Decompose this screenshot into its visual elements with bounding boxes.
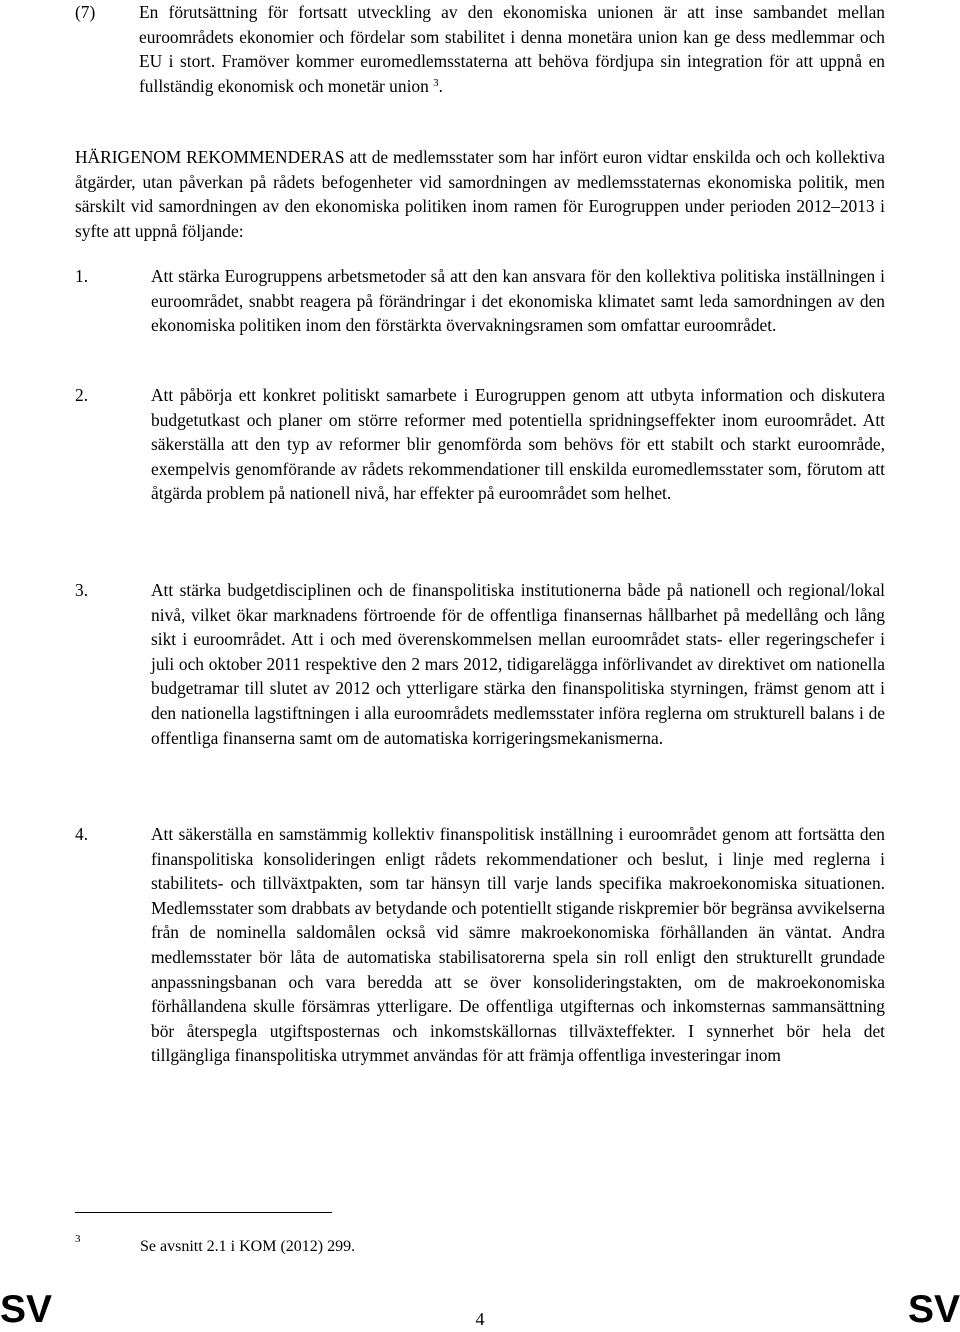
list-item-text: Att påbörja ett konkret politiskt samarbete i Eurogruppen genom att utbyta information och diskutera budgetutkast och planer om större reformer med potentiella spridningseffekter inom euroområdet. Att säkerställa att den typ av reformer blir genomförda som behövs för ett stabilt och starkt euroområde, exempelvis genomförande av rådets rekommendationer till enskilda euromedlemsstater som, förutom att åtgärda problem på nationell nivå, har effekter på euroområdet som helhet. <box>151 385 885 504</box>
footnote-text: Se avsnitt 2.1 i KOM (2012) 299. <box>140 1238 356 1255</box>
list-item-number: 1. <box>75 266 89 286</box>
recital-number: (7) <box>75 2 96 22</box>
page-number: 4 <box>475 1309 485 1329</box>
list-item-number: 3. <box>75 580 89 600</box>
list-item-text: Att stärka budgetdisciplinen och de finanspolitiska institutionerna både på nationell och regional/lokal nivå, vilket ökar marknadens förtroende för de offentliga finansernas hållbarhet på medellång och lång sikt i euroområdet. Att i och med överenskommelsen mellan euroområdet stats- eller regeringschefer i juli och oktober 2011 respektive den 2 mars 2012, tidigarelägga införlivandet av direktivet om nationella budgetramar till slutet av 2012 och ytterligare stärka den finanspolitiska styrningen, främst genom att i den nationella lagstiftningen i alla euroområdets medlemsstater införa reglerna om strukturell balans i de offentliga finanserna samt om de automatiska korrigeringsmekanismerna. <box>151 580 885 748</box>
footnote-reference[interactable]: 3 <box>433 76 439 89</box>
recital-body: En förutsättning för fortsatt utveckling av den ekonomiska unionen är att inse sambandet mellan euroområdets ekonomier och fördelar som stabilitet i denna monetära union kan ge dess medlemmar och EU i stort. Framöver kommer euromedlemsstaterna att behöva fördjupa sin integration för att uppnå en fullständig ekonomisk och monetär union <box>139 2 885 96</box>
language-code-left: SV <box>0 1288 53 1331</box>
recommendation-intro: HÄRIGENOM REKOMMENDERAS att de medlemsstater som har infört euron vidtar enskilda och och kollektiva åtgärder, utan påverkan på rådets befogenheter vid samordningen av medlemsstaternas ekonomiska politik, men särskilt vid samordningen av den ekonomiska politiken inom ramen för Eurogruppen under perioden 2012–2013 i syfte att uppnå följande: <box>75 147 885 241</box>
language-code-right: SV <box>907 1288 960 1331</box>
footnote-number: 3 <box>75 1233 81 1245</box>
recital-text <box>139 0 885 98</box>
recital-end: . <box>438 75 444 96</box>
list-item-number: 4. <box>75 824 89 844</box>
footnote-separator <box>75 1212 332 1213</box>
recital-7 <box>0 0 960 130</box>
footnote <box>75 1232 775 1262</box>
list-item-text: Att stärka Eurogruppens arbetsmetoder så att den kan ansvara för den kollektiva politiska inställningen i euroområdet, snabbt reagera på förändringar i det ekonomiska klimatet samt leda samordningen av den ekonomiska politiken inom den förstärkta övervakningsramen som omfattar euroområdet. <box>151 266 885 336</box>
list-item-number: 2. <box>75 385 89 405</box>
list-item-text: Att säkerställa en samstämmig kollektiv finanspolitisk inställning i euroområdet genom att fortsätta den finanspolitiska konsolideringen enligt rådets rekommendationer och beslut, i linje med reglerna i stabilitets- och tillväxtpakten, som tar hänsyn till varje lands specifika makroekonomiska situationen. Medlemsstater som drabbats av betydande och potentiellt stigande riskpremier bör begränsa avvikelserna från de nominella saldomålen också vid sämre makroekonomiska förhållanden än väntat. Andra medlemsstater bör låta de automatiska stabilisatorerna spela sin roll enligt den strukturellt grundade anpassningsbanan och vara beredda att se över konsolideringstakten, om de makroekonomiska förhållandena skulle försämras ytterligare. De offentliga utgifternas och inkomsternas sammansättning bör återspegla utgiftsposternas och inkomstskällornas tillväxteffekter. I synnerhet bör hela det tillgängliga finanspolitiska utrymmet användas för att främja offentliga investeringar inom <box>151 824 885 1066</box>
